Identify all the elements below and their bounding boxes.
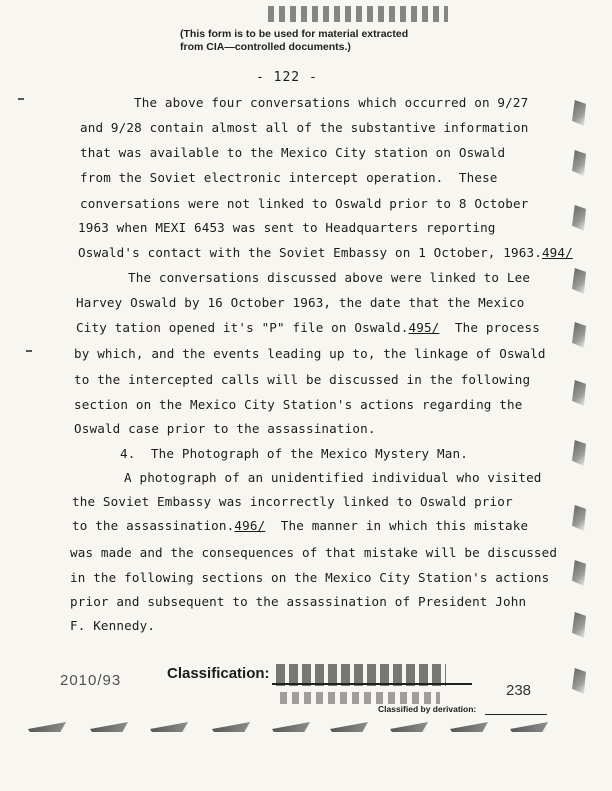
p2-line-3-text: City tation opened it's "P" file on Oswald. bbox=[76, 320, 409, 335]
form-note-line-2: from CIA—controlled documents.) bbox=[180, 41, 351, 53]
margin-scan-mark bbox=[572, 380, 586, 406]
bottom-scan-mark bbox=[450, 722, 488, 732]
date-stamp: 2010/93 bbox=[60, 672, 122, 689]
p3-line-2: the Soviet Embassy was incorrectly linked to Oswald prior bbox=[72, 494, 513, 509]
p3-line-1: A photograph of an unidentified individual who visited bbox=[124, 470, 542, 485]
bottom-scan-mark bbox=[330, 722, 368, 732]
footnote-496: 496/ bbox=[234, 518, 266, 533]
margin-scan-mark bbox=[572, 322, 586, 348]
bottom-scan-mark bbox=[28, 722, 66, 732]
margin-scan-mark bbox=[572, 440, 586, 466]
p1-line-6: 1963 when MEXI 6453 was sent to Headquarters reporting bbox=[78, 220, 496, 235]
p2-line-1: The conversations discussed above were linked to Lee bbox=[128, 270, 531, 285]
p1-line-4: from the Soviet electronic intercept operation. These bbox=[80, 170, 498, 185]
margin-scan-mark bbox=[572, 560, 586, 586]
derivation-underline bbox=[485, 714, 547, 715]
p1-line-7 bbox=[78, 245, 573, 260]
bottom-scan-mark bbox=[390, 722, 428, 732]
section-heading: 4. The Photograph of the Mexico Mystery Man. bbox=[120, 446, 468, 461]
bottom-scan-mark bbox=[212, 722, 250, 732]
footnote-495: 495/ bbox=[408, 320, 440, 335]
margin-scan-mark bbox=[18, 98, 24, 100]
margin-scan-mark bbox=[572, 612, 586, 638]
p1-line-7-text: Oswald's contact with the Soviet Embassy on 1 October, 1963. bbox=[78, 245, 542, 260]
redacted-classification-stamp bbox=[268, 6, 448, 22]
p1-line-5: conversations were not linked to Oswald prior to 8 October bbox=[80, 196, 529, 211]
p2-line-7: Oswald case prior to the assassination. bbox=[74, 421, 376, 436]
bottom-scan-mark bbox=[150, 722, 188, 732]
bottom-scan-mark bbox=[90, 722, 128, 732]
derivation-label: Classified by derivation: bbox=[378, 704, 477, 714]
document-page-id: 238 bbox=[506, 682, 532, 699]
p2-line-3 bbox=[76, 320, 540, 335]
page-number: - 122 - bbox=[256, 70, 318, 85]
p1-line-2: and 9/28 contain almost all of the substantive information bbox=[80, 120, 529, 135]
p2-line-5: to the intercepted calls will be discussed in the following bbox=[74, 372, 531, 387]
redacted-classification-secondary bbox=[280, 692, 440, 704]
p2-line-4: by which, and the events leading up to, the linkage of Oswald bbox=[74, 346, 546, 361]
p3-line-3 bbox=[72, 518, 528, 533]
margin-scan-mark bbox=[572, 205, 586, 231]
p3-line-3-tail: The manner in which this mistake bbox=[265, 518, 529, 533]
margin-scan-mark bbox=[572, 505, 586, 531]
p2-line-6: section on the Mexico City Station's actions regarding the bbox=[74, 397, 523, 412]
form-usage-note bbox=[180, 28, 480, 54]
margin-scan-mark bbox=[572, 668, 586, 694]
bottom-scan-mark bbox=[510, 722, 548, 732]
bottom-scan-mark bbox=[272, 722, 310, 732]
p1-line-1: The above four conversations which occurred on 9/27 bbox=[134, 95, 529, 110]
p2-line-2: Harvey Oswald by 16 October 1963, the date that the Mexico bbox=[76, 295, 525, 310]
footnote-494: 494/ bbox=[541, 245, 573, 260]
classification-label: Classification: bbox=[167, 665, 270, 682]
margin-scan-mark bbox=[26, 350, 32, 352]
classification-strike-line bbox=[272, 683, 472, 685]
form-note-line-1: (This form is to be used for material extracted bbox=[180, 28, 409, 40]
margin-scan-mark bbox=[572, 268, 586, 294]
p3-line-7: F. Kennedy. bbox=[70, 618, 156, 633]
p3-line-3-text: to the assassination. bbox=[72, 518, 235, 533]
p3-line-6: prior and subsequent to the assassination of President John bbox=[70, 594, 527, 609]
p3-line-4: was made and the consequences of that mistake will be discussed bbox=[70, 545, 558, 560]
p2-line-3-tail: The process bbox=[439, 320, 540, 335]
p3-line-5: in the following sections on the Mexico City Station's actions bbox=[70, 570, 550, 585]
margin-scan-mark bbox=[572, 150, 586, 176]
margin-scan-mark bbox=[572, 100, 586, 126]
p1-line-3: that was available to the Mexico City station on Oswald bbox=[80, 145, 506, 160]
